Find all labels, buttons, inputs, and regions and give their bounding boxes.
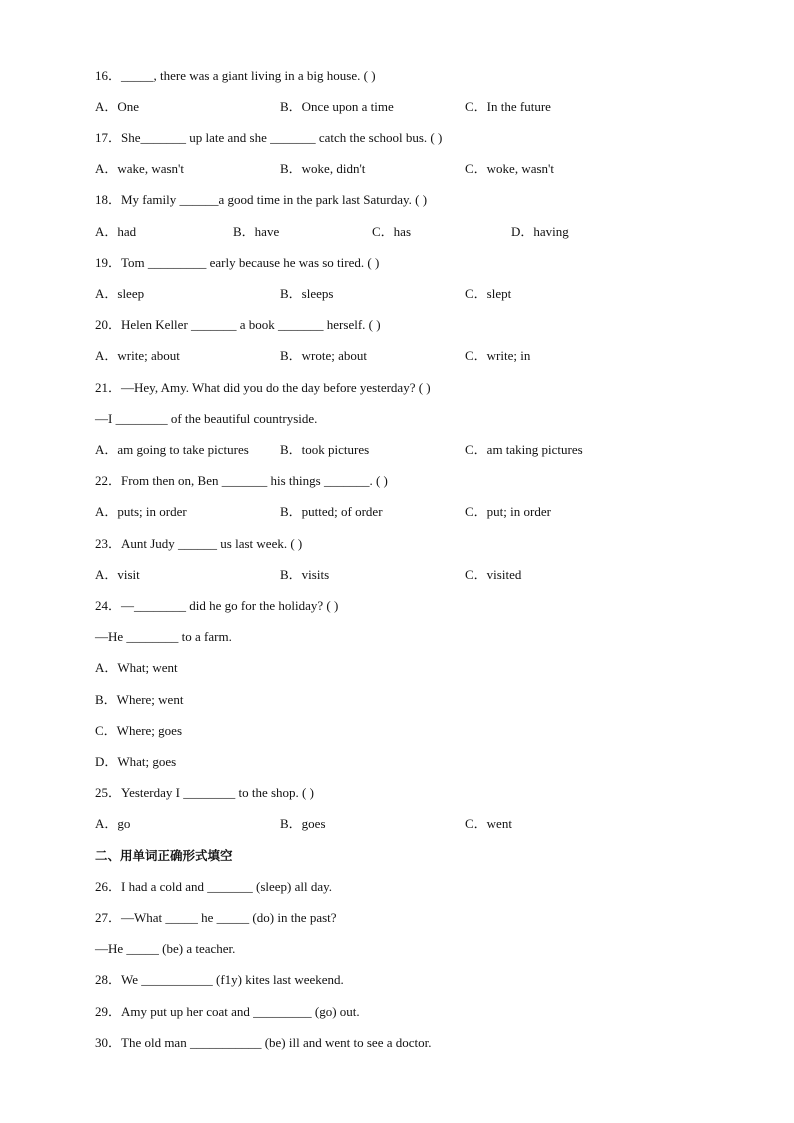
option: C．Where; goes xyxy=(95,723,183,738)
question-18: 18．My family ______a good time in the park last Saturday. ( ) xyxy=(95,192,428,207)
option: B．wrote; about xyxy=(280,348,368,363)
fill-question: 27．—What _____ he _____ (do) in the past? xyxy=(95,910,337,925)
option: A．wake, wasn't xyxy=(95,161,184,176)
fill-question: —He _____ (be) a teacher. xyxy=(95,941,236,956)
option: A．What; went xyxy=(95,660,178,675)
option: A．visit xyxy=(95,567,140,582)
option: C．slept xyxy=(465,286,512,301)
option: B．woke, didn't xyxy=(280,161,366,176)
question-21-reply: —I ________ of the beautiful countryside. xyxy=(95,411,318,426)
question-22: 22．From then on, Ben _______ his things _______. ( ) xyxy=(95,473,388,488)
option: B．visits xyxy=(280,567,330,582)
question-24: 24．—________ did he go for the holiday? ( ) xyxy=(95,598,339,613)
question-21: 21．—Hey, Amy. What did you do the day before yesterday? ( ) xyxy=(95,380,431,395)
option: A．puts; in order xyxy=(95,504,187,519)
fill-question: 28．We ___________ (f1y) kites last weekend. xyxy=(95,972,344,987)
fill-question: 30．The old man ___________ (be) ill and went to see a doctor. xyxy=(95,1035,432,1050)
option: C．put; in order xyxy=(465,504,551,519)
question-24-reply: —He ________ to a farm. xyxy=(95,629,232,644)
fill-question: 29．Amy put up her coat and _________ (go) out. xyxy=(95,1004,360,1019)
option: A．One xyxy=(95,99,140,114)
option: B．sleeps xyxy=(280,286,334,301)
option: C．has xyxy=(372,224,412,239)
option: C．woke, wasn't xyxy=(465,161,555,176)
option: C．write; in xyxy=(465,348,531,363)
option: B．putted; of order xyxy=(280,504,383,519)
option: B．have xyxy=(233,224,280,239)
option: A．sleep xyxy=(95,286,145,301)
question-23: 23．Aunt Judy ______ us last week. ( ) xyxy=(95,536,303,551)
question-19: 19．Tom _________ early because he was so tired. ( ) xyxy=(95,255,380,270)
question-20: 20．Helen Keller _______ a book _______ herself. ( ) xyxy=(95,317,381,332)
option: D．What; goes xyxy=(95,754,177,769)
option: C．In the future xyxy=(465,99,551,114)
option: B．Where; went xyxy=(95,692,184,707)
option: A．write; about xyxy=(95,348,180,363)
question-25: 25．Yesterday I ________ to the shop. ( ) xyxy=(95,785,314,800)
fill-question: 26．I had a cold and _______ (sleep) all day. xyxy=(95,879,333,894)
option: B．Once upon a time xyxy=(280,99,394,114)
option: B．goes xyxy=(280,816,326,831)
option: A．had xyxy=(95,224,137,239)
question-17: 17．She_______ up late and she _______ catch the school bus. ( ) xyxy=(95,130,443,145)
option: C．went xyxy=(465,816,512,831)
question-16: 16．_____, there was a giant living in a big house. ( ) xyxy=(95,68,376,83)
option: C．visited xyxy=(465,567,522,582)
option: B．took pictures xyxy=(280,442,370,457)
option: A．am going to take pictures xyxy=(95,442,249,457)
option: A．go xyxy=(95,816,131,831)
option: C．am taking pictures xyxy=(465,442,583,457)
option: D．having xyxy=(511,224,569,239)
section-title: 二、用单词正确形式填空 xyxy=(95,848,233,863)
